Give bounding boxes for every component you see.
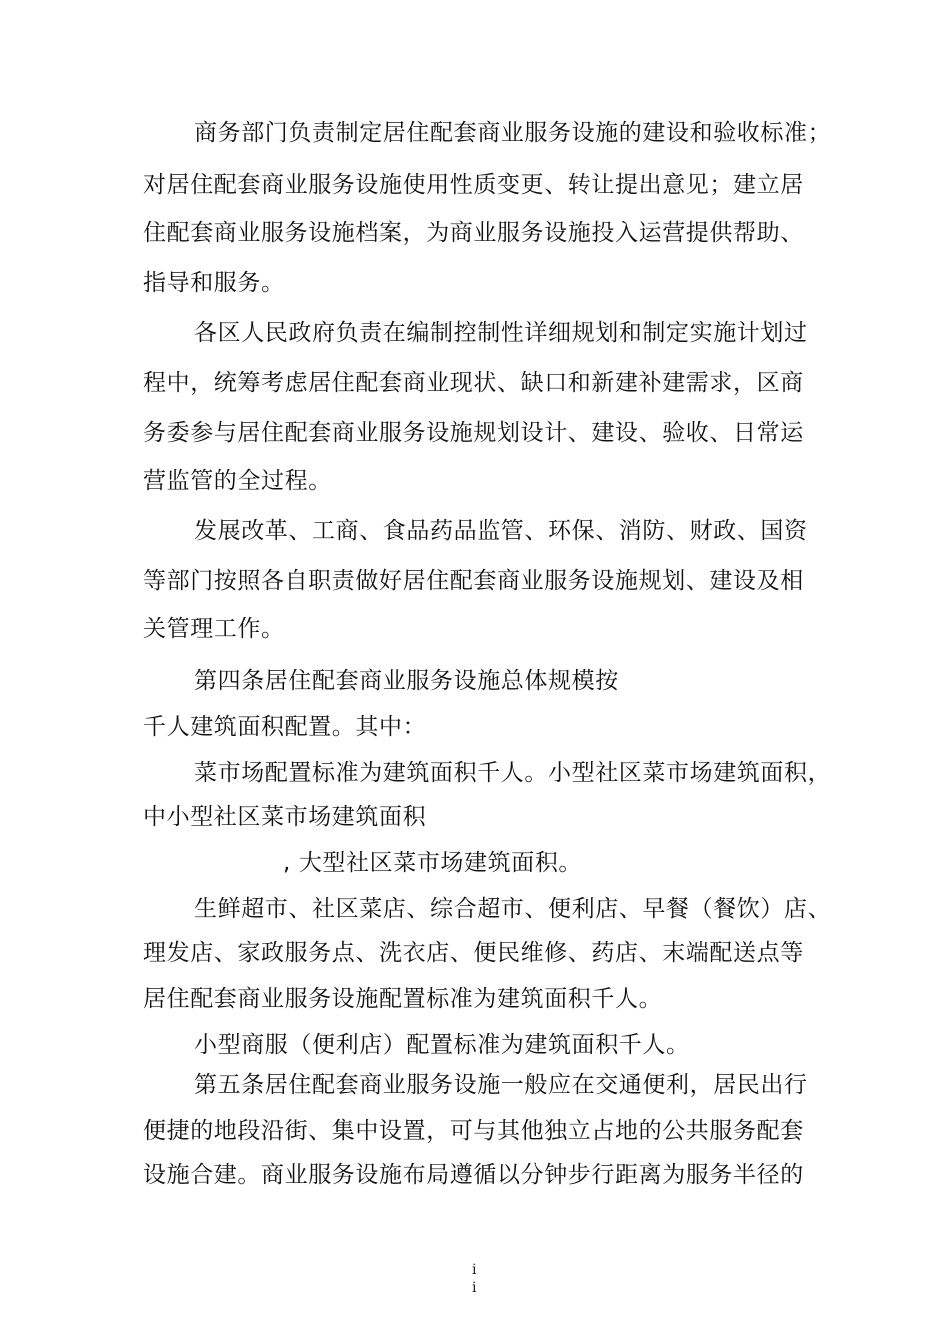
paragraph-line: 各区人民政府负责在编制控制性详细规划和制定实施计划过: [194, 320, 808, 346]
paragraph-line: 务委参与居住配套商业服务设施规划设计、建设、验收、日常运: [143, 420, 804, 446]
paragraph-line: 发展改革、工商、食品药品监管、环保、消防、财政、国资: [194, 518, 808, 544]
paragraph-line: 对居住配套商业服务设施使用性质变更、转让提出意见；建立居: [143, 172, 804, 198]
paragraph-line: 中小型社区菜市场建筑面积: [143, 804, 427, 830]
paragraph-line: 商务部门负责制定居住配套商业服务设施的建设和验收标准；: [194, 120, 832, 146]
page-number: i: [472, 1262, 477, 1278]
paragraph-line: 营监管的全过程。: [143, 468, 332, 494]
paragraph-line: 住配套商业服务设施档案，为商业服务设施投入运营提供帮助、: [143, 220, 804, 246]
paragraph-line: 程中，统筹考虑居住配套商业现状、缺口和新建补建需求，区商: [143, 370, 804, 396]
paragraph-line: 设施合建。商业服务设施布局遵循以分钟步行距离为服务半径的: [143, 1162, 804, 1188]
paragraph-line: , 大型社区菜市场建筑面积。: [283, 850, 583, 876]
paragraph-line: 便捷的地段沿街、集中设置，可与其他独立占地的公共服务配套: [143, 1118, 804, 1144]
paragraph-line: 居住配套商业服务设施配置标准为建筑面积千人。: [143, 986, 663, 1012]
paragraph-line: 生鲜超市、社区菜店、综合超市、便利店、早餐（餐饮）店、: [194, 896, 832, 922]
page-number: i: [472, 1280, 477, 1296]
paragraph-line: 小型商服（便利店）配置标准为建筑面积千人。: [194, 1032, 690, 1058]
paragraph-line: 等部门按照各自职责做好居住配套商业服务设施规划、建设及相: [143, 568, 804, 594]
paragraph-line: 菜市场配置标准为建筑面积千人。小型社区菜市场建筑面积，: [194, 760, 832, 786]
paragraph-line: 理发店、家政服务点、洗衣店、便民维修、药店、末端配送点等: [143, 940, 804, 966]
article-heading-line: 第五条居住配套商业服务设施一般应在交通便利，居民出行: [194, 1072, 808, 1098]
paragraph-line: 千人建筑面积配置。其中：: [143, 714, 427, 740]
paragraph-line: 关管理工作。: [143, 616, 285, 642]
paragraph-line: 指导和服务。: [143, 270, 285, 296]
article-heading-line: 第四条居住配套商业服务设施总体规模按: [194, 668, 619, 694]
